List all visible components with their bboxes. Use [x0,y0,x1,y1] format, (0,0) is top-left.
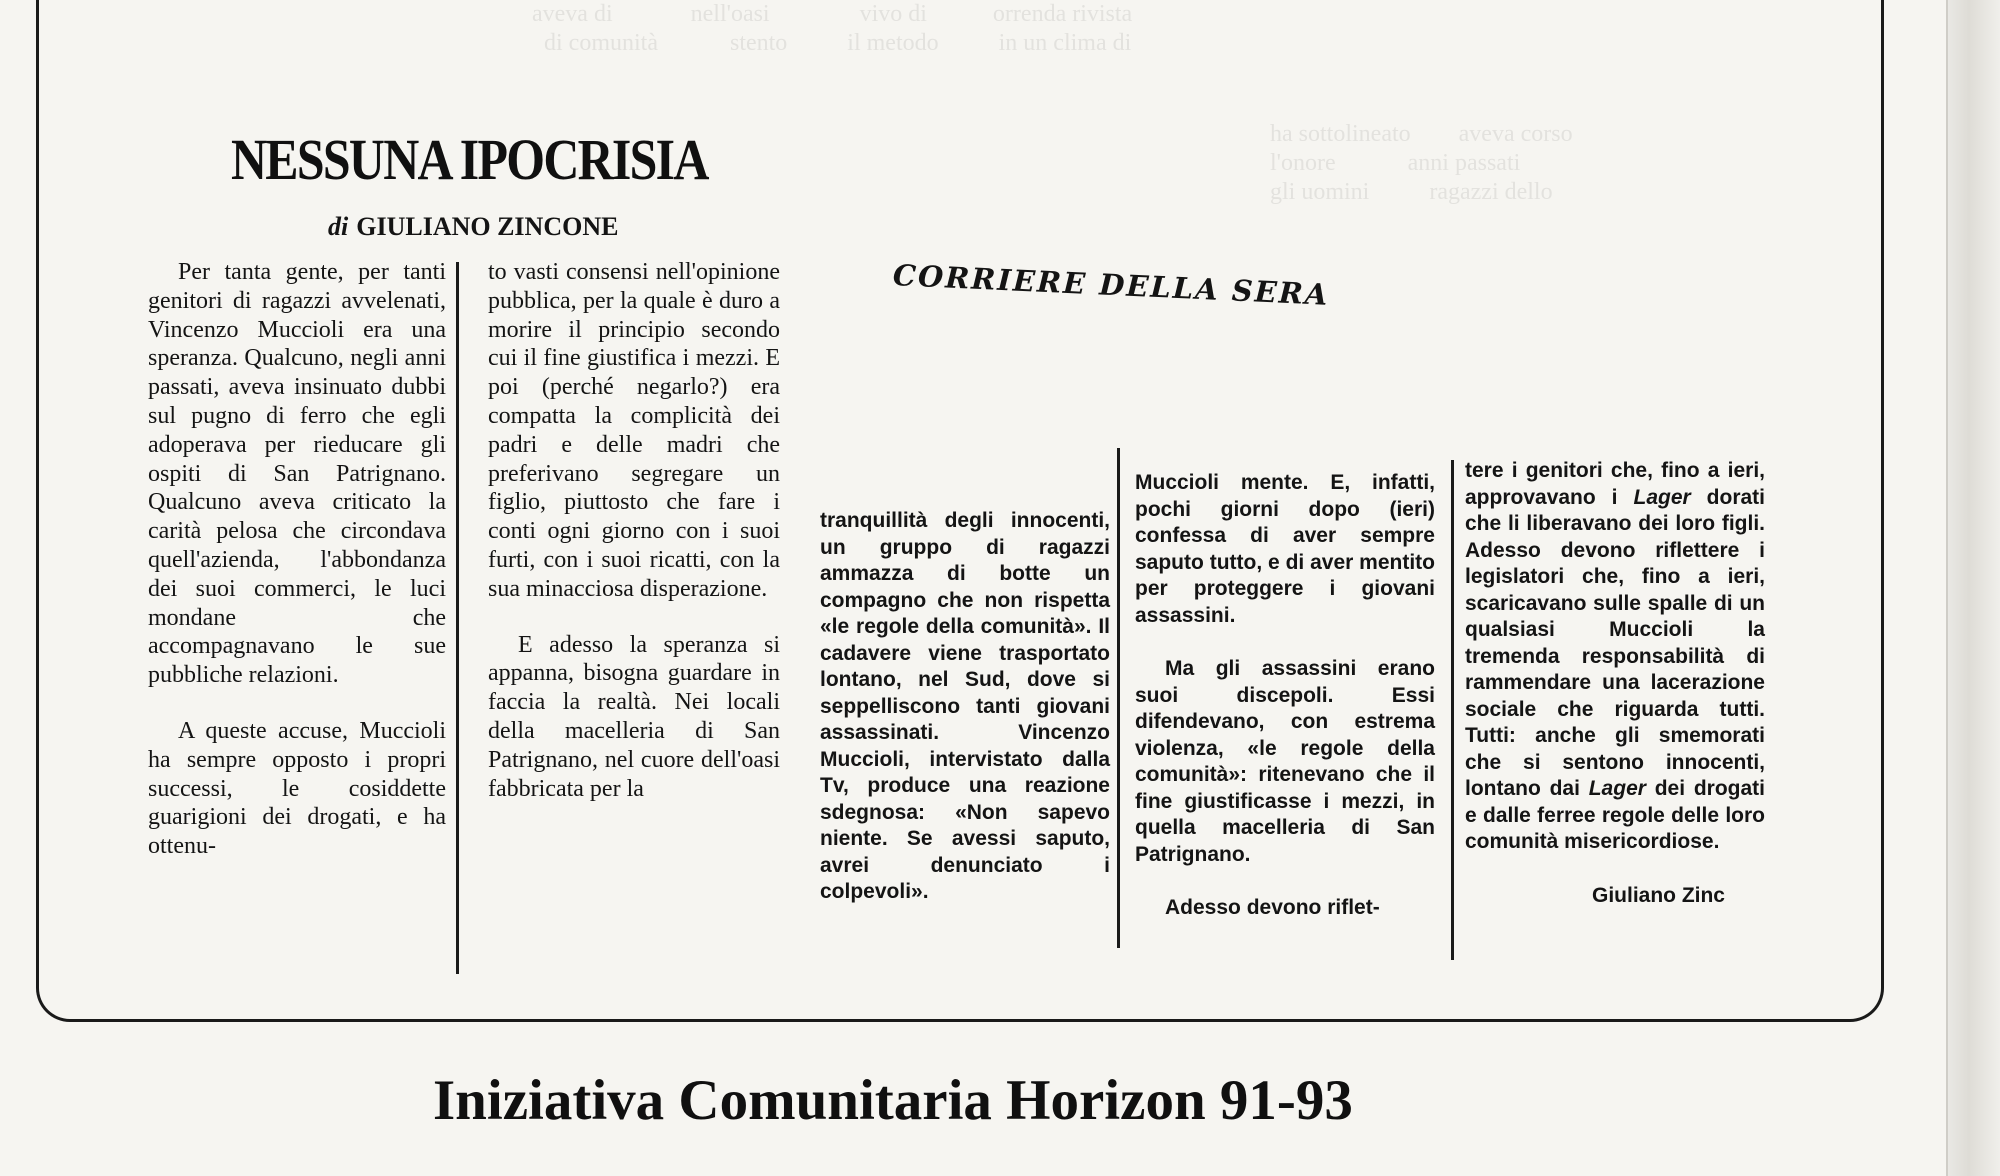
article-column-2 [488,258,780,830]
paragraph: Muccioli mente. E, infatti, pochi giorni dopo (ieri) confessa di aver sempre saputo tutto, e di aver mentito per proteggere i giovani assassini. [1135,471,1435,627]
paragraph: Adesso devono riflet- [1165,896,1380,919]
paragraph: tere i genitori che, fino a ieri, approvavano i Lager dorati che li liberavano dei loro figli. Adesso devono riflettere i legislatori che, fino a ieri, scaricavano sulle spalle di un qualsiasi Muccioli la tremenda responsabilità di rammendare una lacerazione sociale che riguarda tutti. Tutti: anche gli smemorati che si sentono innocenti, lontano dai Lager dei drogati e dalle ferree regole delle loro comunità misericordiose. [1465,459,1765,853]
column-rule [1117,448,1120,948]
byline-author: GIULIANO ZINCONE [356,212,619,241]
paragraph: Per tanta gente, per tanti genitori di ragazzi avvelenati, Vincenzo Muccioli era una speranza. Qualcuno, negli anni passati, aveva insinuato dubbi sul pugno di ferro che egli adoperava per rieducare gli ospiti di San Patrignano. Qualcuno aveva criticato la carità pelosa che circondava quell'azienda, l'abbondanza dei suoi commerci, le luci mondane che accompagnavano le sue pubbliche relazioni. [148,259,446,689]
byline [328,212,618,242]
paragraph: E adesso la speranza si appanna, bisogna guardare in faccia la realtà. Nei locali della macelleria di San Patrignano, nel cuore dell'oasi fabbricata per la [488,631,780,802]
column-rule [1451,460,1454,960]
italic-word: Lager [1633,485,1691,509]
paragraph: Ma gli assassini erano suoi discepoli. Essi difendevano, con estrema violenza, «le regole della comunità»: ritenevano che il fine giustificasse i mezzi, in quella macelleria di San Patrignano. [1135,657,1435,866]
article-column-5 [1465,458,1765,909]
page-footer: Iniziativa Comunitaria Horizon 91-93 [433,1069,1353,1132]
paragraph: A queste accuse, Muccioli ha sempre opposto i propri successi, le cosiddette guarigioni dei drogati, e ha ottenu- [148,717,446,860]
italic-word: Lager [1588,777,1646,800]
article-column-3 [820,508,1110,933]
show-through-text: ha sottolineato aveva corso l'onore anni passati gli uomini ragazzi dello [1270,121,1573,205]
article-column-1 [148,258,446,888]
byline-prefix: di [328,212,349,241]
article-column-4 [1135,470,1435,949]
show-through-text: aveva di nell'oasi vivo di orrenda rivista di comunità stento il metodo in un clima di [532,1,1133,56]
signature: Giuliano Zinc [1591,883,1725,907]
article-title: NESSUNA IPOCRISIA [231,127,708,192]
binding-edge [1946,0,2000,1176]
newspaper-masthead: CORRIERE DELLA SERA [892,258,1331,312]
paragraph: to vasti consensi nell'opinione pubblica, per la quale è duro a morire il principio secondo cui il fine giustifica i mezzi. E poi (perché negarlo?) era compatta la complicità dei padri e delle madri che preferivano segregare un figlio, piuttosto che fare i conti ogni giorno con i suoi furti, con i suoi ricatti, con la sua minacciosa disperazione. [488,259,780,602]
column-rule [456,262,459,974]
paragraph: tranquillità degli innocenti, un gruppo di ragazzi ammazza di botte un compagno che non rispetta «le regole della comunità». Il cadavere viene trasportato lontano, nel Sud, dove si seppelliscono tanti giovani assassinati. Vincenzo Muccioli, intervistato dalla Tv, produce una reazione sdegnosa: «Non sapevo niente. Se avessi saputo, avrei denunciato i colpevoli». [820,509,1110,903]
